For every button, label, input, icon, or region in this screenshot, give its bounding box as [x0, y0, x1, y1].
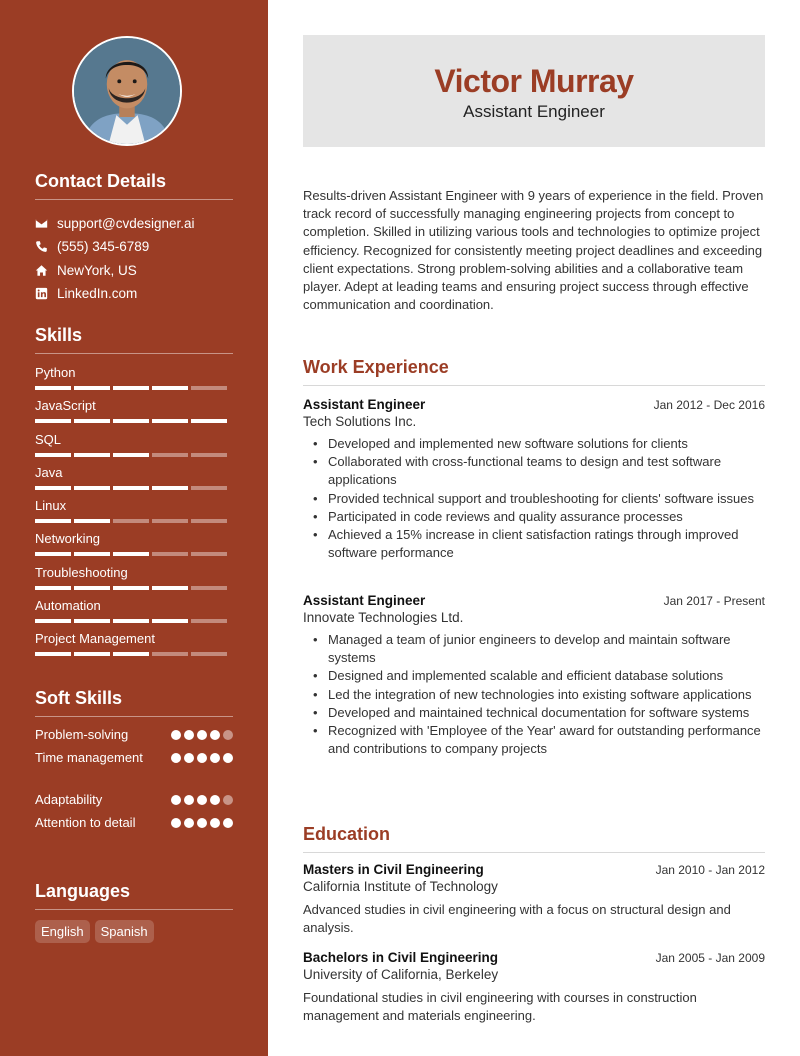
skill-level-segment: [191, 386, 227, 390]
languages-heading: Languages: [35, 881, 233, 910]
skill-level-bar: [35, 652, 233, 656]
skill-level-segment: [152, 419, 188, 423]
rating-dot: [210, 795, 220, 805]
skill-level-segment: [35, 386, 71, 390]
job-bullet: • Developed and maintained technical documentation for software systems: [303, 704, 765, 722]
skill-name: Python: [35, 365, 76, 380]
skill-level-segment: [191, 486, 227, 490]
skill-name: Java: [35, 464, 63, 480]
skill-level-segment: [74, 619, 110, 623]
education-description: Foundational studies in civil engineering with courses in construction management and materials engineering.: [303, 990, 697, 1024]
contact-linkedin[interactable]: [35, 282, 233, 305]
skill-level-segment: [113, 519, 149, 523]
rating-dot: [210, 730, 220, 740]
soft-skills-list: [35, 726, 233, 856]
skill-name: Networking: [35, 531, 101, 547]
contact-location-text: NewYork, US: [57, 262, 137, 278]
skill-name: Linux: [35, 498, 67, 514]
language-badge: English: [35, 920, 90, 943]
job-bullet: • Participated in code reviews and quality assurance processes: [303, 508, 765, 526]
job-bullet: • Managed a team of junior engineers to develop and maintain software systems: [303, 631, 765, 667]
job-bullets: [303, 435, 765, 562]
skill-level-segment: [191, 519, 227, 523]
envelope-icon: [35, 217, 57, 230]
skill-level-segment: [74, 552, 110, 556]
rating-dot: [223, 818, 233, 828]
degree-title: Masters in Civil Engineering: [303, 862, 484, 877]
skill-row: [35, 630, 233, 663]
phone-icon: [35, 240, 57, 253]
home-icon: [35, 264, 57, 277]
soft-skill-name: Problem-solving: [35, 727, 129, 742]
skill-level-segment: [74, 586, 110, 590]
skill-row: [35, 364, 233, 397]
soft-skill-rating: [171, 726, 233, 749]
skill-level-segment: [152, 453, 188, 457]
summary-paragraph: Results-driven Assistant Engineer with 9 years of experience in the field. Proven track record of successfully managing engineering projects from concept to completion. Skilled in utilizing various tools and technologies to optimize project efficiency. Recognized for consistently meeting project deadlines and exceeding client expectations. Strong problem-solving abilities and a collaborative team player. Adept at leading teams and ensuring project success through effective communication and coordination.: [303, 188, 764, 313]
job-company: Innovate Technologies Ltd.: [303, 610, 464, 625]
skill-name: SQL: [35, 431, 62, 447]
job-title: Assistant Engineer: [303, 397, 426, 412]
job-bullets: [303, 631, 765, 758]
skill-name: Automation: [35, 598, 101, 614]
job-entry: [303, 593, 765, 758]
language-badge: Spanish: [95, 920, 154, 943]
skill-level-segment: [113, 552, 149, 556]
skill-level-segment: [74, 519, 110, 523]
skill-level-bar: [35, 619, 233, 623]
contact-heading: Contact Details: [35, 171, 233, 200]
skill-level-bar: [35, 586, 233, 590]
skill-row: [35, 597, 233, 630]
rating-dot: [184, 795, 194, 805]
skill-level-segment: [35, 619, 71, 623]
job-bullet: • Collaborated with cross-functional teams to design and test software applications: [303, 453, 765, 489]
rating-dot: [210, 818, 220, 828]
job-dates: Jan 2017 - Present: [663, 594, 765, 608]
profile-photo: [74, 38, 180, 144]
rating-dot: [197, 795, 207, 805]
soft-skill-name: Attention to detail: [35, 815, 136, 830]
rating-dot: [171, 818, 181, 828]
skill-level-segment: [191, 453, 227, 457]
name-header: [303, 35, 765, 147]
job-bullet: • Achieved a 15% increase in client satisfaction ratings through improved software performance: [303, 526, 765, 562]
soft-skills-heading: Soft Skills: [35, 688, 233, 717]
skill-name: Project Management: [35, 631, 155, 647]
skill-row: [35, 497, 233, 530]
rating-dot: [184, 753, 194, 763]
person-name: Victor Murray: [434, 63, 634, 99]
rating-dot: [223, 730, 233, 740]
skill-level-segment: [35, 586, 71, 590]
education-entry: [303, 950, 765, 1025]
skills-list: [35, 364, 233, 664]
person-role: Assistant Engineer: [463, 102, 605, 121]
skill-level-segment: [113, 586, 149, 590]
skill-level-segment: [113, 386, 149, 390]
job-bullet: • Recognized with 'Employee of the Year' award for outstanding performance and contributions to company projects: [303, 722, 765, 758]
education-entry: [303, 862, 765, 937]
linkedin-icon: [35, 287, 57, 300]
skill-level-segment: [191, 586, 227, 590]
contact-phone-text: (555) 345-6789: [57, 239, 150, 255]
soft-skill-name: Adaptability: [35, 792, 103, 807]
education-dates: Jan 2005 - Jan 2009: [655, 951, 765, 965]
soft-skill-row: [35, 814, 233, 856]
job-entry: [303, 397, 765, 562]
skill-level-segment: [152, 386, 188, 390]
skill-level-segment: [152, 619, 188, 623]
job-title: Assistant Engineer: [303, 593, 426, 608]
skill-level-segment: [191, 419, 227, 423]
skill-level-segment: [113, 453, 149, 457]
skills-heading: Skills: [35, 325, 233, 354]
skill-level-segment: [35, 552, 71, 556]
skill-level-segment: [152, 519, 188, 523]
soft-skill-rating: [171, 814, 233, 856]
skill-level-segment: [35, 652, 71, 656]
school-name: California Institute of Technology: [303, 879, 498, 894]
rating-dot: [210, 753, 220, 763]
degree-title: Bachelors in Civil Engineering: [303, 950, 499, 965]
skill-level-segment: [35, 453, 71, 457]
skill-level-segment: [113, 486, 149, 490]
skill-level-segment: [152, 552, 188, 556]
skill-row: [35, 397, 233, 430]
education-heading: Education: [303, 824, 765, 853]
contact-email[interactable]: [35, 212, 233, 235]
job-bullet: • Led the integration of new technologies into existing software applications: [303, 686, 765, 704]
skill-level-segment: [152, 586, 188, 590]
skill-name: JavaScript: [35, 398, 96, 414]
skill-row: [35, 464, 233, 497]
soft-skill-row: [35, 726, 233, 749]
skill-level-segment: [74, 652, 110, 656]
skill-level-segment: [35, 486, 71, 490]
job-company: Tech Solutions Inc.: [303, 414, 417, 429]
soft-skill-row: [35, 791, 233, 814]
rating-dot: [184, 818, 194, 828]
rating-dot: [197, 753, 207, 763]
rating-dot: [197, 818, 207, 828]
skill-level-segment: [113, 619, 149, 623]
skill-level-segment: [152, 652, 188, 656]
skill-row: [35, 530, 233, 563]
skill-level-bar: [35, 453, 233, 457]
rating-dot: [184, 730, 194, 740]
sidebar: [0, 0, 268, 1056]
job-dates: Jan 2012 - Dec 2016: [653, 398, 765, 412]
languages-list: [35, 920, 154, 943]
contact-list: [35, 212, 233, 305]
skill-level-segment: [74, 419, 110, 423]
rating-dot: [171, 730, 181, 740]
rating-dot: [171, 795, 181, 805]
rating-dot: [197, 730, 207, 740]
contact-linkedin-text: LinkedIn.com: [57, 286, 138, 302]
skill-row: [35, 564, 233, 597]
skill-level-segment: [35, 519, 71, 523]
skill-level-segment: [113, 652, 149, 656]
skill-level-segment: [191, 552, 227, 556]
skill-level-segment: [191, 619, 227, 623]
avatar: [72, 36, 182, 146]
skill-level-segment: [113, 419, 149, 423]
skill-level-segment: [74, 386, 110, 390]
soft-skill-name: Time management: [35, 750, 143, 765]
soft-skill-rating: [171, 749, 233, 791]
school-name: University of California, Berkeley: [303, 967, 499, 982]
rating-dot: [223, 753, 233, 763]
skill-level-bar: [35, 486, 233, 490]
job-bullet: • Designed and implemented scalable and efficient database solutions: [303, 667, 765, 685]
contact-phone[interactable]: [35, 235, 233, 258]
skill-level-segment: [35, 419, 71, 423]
education-dates: Jan 2010 - Jan 2012: [655, 863, 765, 877]
skill-level-segment: [191, 652, 227, 656]
work-experience-heading: Work Experience: [303, 357, 765, 386]
soft-skill-row: [35, 749, 233, 791]
skill-level-bar: [35, 386, 233, 390]
contact-email-text: support@cvdesigner.ai: [57, 216, 195, 232]
skill-level-segment: [74, 453, 110, 457]
rating-dot: [223, 795, 233, 805]
skill-level-segment: [74, 486, 110, 490]
skill-level-bar: [35, 552, 233, 556]
rating-dot: [171, 753, 181, 763]
skill-level-bar: [35, 419, 233, 423]
skill-level-segment: [152, 486, 188, 490]
job-bullet: • Developed and implemented new software solutions for clients: [303, 435, 765, 453]
skill-row: [35, 431, 233, 464]
education-description: Advanced studies in civil engineering with a focus on structural design and analysis.: [303, 902, 731, 936]
job-bullet: • Provided technical support and troubleshooting for clients' software issues: [303, 490, 765, 508]
contact-location: [35, 259, 233, 282]
soft-skill-rating: [171, 791, 233, 814]
skill-name: Troubleshooting: [35, 564, 128, 580]
skill-level-bar: [35, 519, 233, 523]
